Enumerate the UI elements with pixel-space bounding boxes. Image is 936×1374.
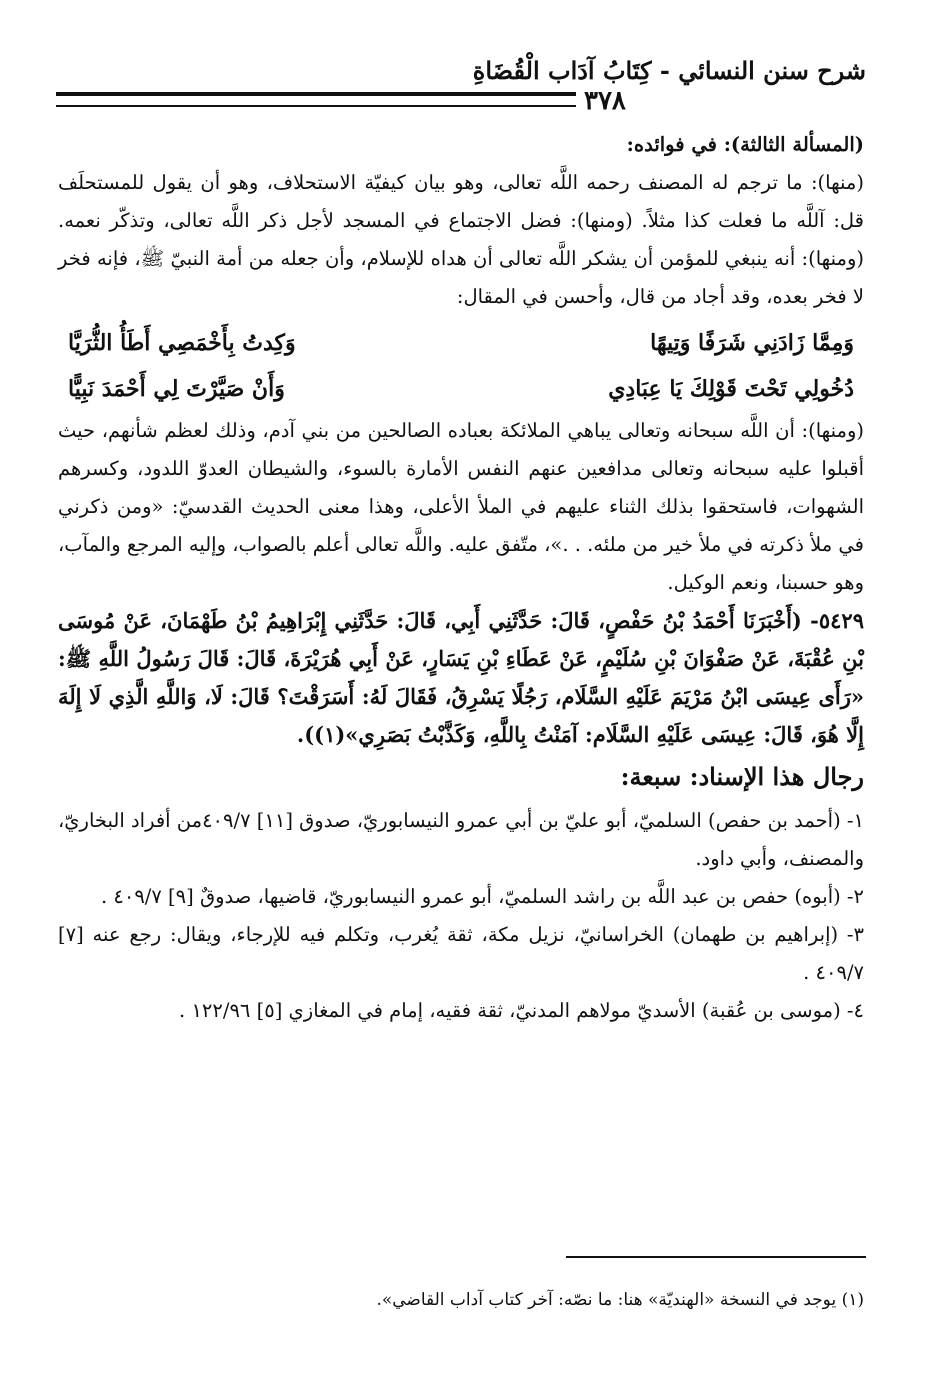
paragraph: (ومنها): أن اللَّه سبحانه وتعالى يباهي الملائكة بعباده الصالحين من بني آدم، وذلك لعظم شأنهم، حيث أقبلوا عليه سبحانه وتعالى مدافعين عنهم النفس الأمارة بالسوء، والشيطان العدوّ اللدود، وكسرهم الشهوات، فاستحقوا بذلك الثناء عليهم في الملأ الأعلى، وهذا معنى الحديث القدسيّ: «ومن ذكرني في ملأ ذكرته في ملأ خير من ملئه. . .»، متّفق عليه. واللَّه تعالى أعلم بالصواب، وإليه المرجع والمآب، وهو حسبنا، ونعم الوكيل. — [58, 419, 864, 594]
verse-hemistich: وَمِمَّا زَادَنِي شَرَفًا وَتِيهًا — [650, 330, 854, 356]
page-number: ٣٧٨ — [584, 86, 626, 116]
paragraph: (منها): ما ترجم له المصنف رحمه اللَّه تعالى، وهو بيان كيفيّة الاستحلاف، وهو أن يقول للمستحلَف قل: آللَّه ما فعلت كذا مثلاً. (ومنها): فضل الاجتماع في المسجد لأجل ذكر اللَّه تعالى، وتذكّر نعمه. (ومنها): أنه ينبغي للمؤمن أن يشكر اللَّه تعالى أن هداه للإسلام، وأن جعله من أمة النبيّ ﷺ، فإنه فخر لا فخر بعده، وقد أجاد من قال، وأحسن في المقال: — [58, 171, 864, 308]
narrator-entry: ٣- (إبراهيم بن طهمان) الخراسانيّ، نزيل مكة، ثقة يُغرب، وتكلم فيه للإرجاء، ويقال: رجع عنه [٧] ٤٠٩/٧ . — [58, 923, 864, 984]
page-body — [58, 126, 864, 1030]
verse-hemistich: وَكِدتُ بِأَخْمَصِي أَطَأُ الثُّرَيَّا — [68, 330, 296, 356]
verse-line — [58, 366, 864, 412]
narrator-entry: ٤- (موسى بن عُقبة) الأسديّ مولاهم المدنيّ، ثقة فقيه، إمام في المغازي [٥] ١٢٢/٩٦ . — [179, 999, 864, 1022]
footnote: (١) يوجد في النسخة «الهنديّة» هنا: ما نصّه: آخر كتاب آداب القاضي». — [376, 1290, 864, 1310]
running-title: شرح سنن النسائي - كِتَابُ آدَاب الْقُضَاةِ — [472, 56, 866, 85]
verse-hemistich: وَأَنْ صَيَّرْتَ لِي أَحْمَدَ نَبِيًّا — [68, 376, 285, 402]
section-heading: (المسألة الثالثة): في فوائده: — [626, 133, 864, 156]
footnote-divider — [566, 1256, 866, 1258]
verse-hemistich: دُخُولِي تَحْتَ قَوْلِكَ يَا عِبَادِي — [608, 376, 854, 402]
header-double-rule — [56, 92, 576, 107]
poetry-block — [58, 320, 864, 412]
hadith-text: ٥٤٢٩- (أَخْبَرَنَا أَحْمَدُ بْنُ حَفْصٍ، قَالَ: حَدَّثَنِي أَبِي، قَالَ: حَدَّثَنِي إِبْرَاهِيمُ بْنُ طَهْمَانَ، عَنْ مُوسَى بْنِ عُقْبَةَ، عَنْ صَفْوَانَ بْنِ سُلَيْمٍ، عَنْ عَطَاءِ بْنِ يَسَارٍ، عَنْ أَبِي هُرَيْرَةَ، قَالَ: قَالَ رَسُولُ اللَّهِ ﷺ: «رَأَى عِيسَى ابْنُ مَرْيَمَ عَلَيْهِ السَّلَام، رَجُلًا يَسْرِقُ، فَقَالَ لَهُ: أَسَرَقْتَ؟ قَالَ: لَا، وَاللَّهِ الَّذِي لَا إِلَهَ إِلَّا هُوَ، قَالَ: عِيسَى عَلَيْهِ السَّلَام: آمَنْتُ بِاللَّهِ، وَكَذَّبْتُ بَصَرِي»(١)). — [58, 608, 864, 747]
narrator-entry: ٢- (أبوه) حفص بن عبد اللَّه بن راشد السلميّ، أبو عمرو النيسابوريّ، قاضيها، صدوقٌ [٩] ٤٠٩/٧ . — [100, 885, 864, 908]
section-title: رجال هذا الإسناد: سبعة: — [620, 762, 864, 791]
verse-line — [58, 320, 864, 366]
page-header — [56, 56, 866, 126]
narrator-entry: ١- (أحمد بن حفص) السلميّ، أبو عليّ بن أبي عمرو النيسابوريّ، صدوق [١١] ٤٠٩/٧من أفراد البخاريّ، والمصنف، وأبي داود. — [58, 809, 864, 870]
